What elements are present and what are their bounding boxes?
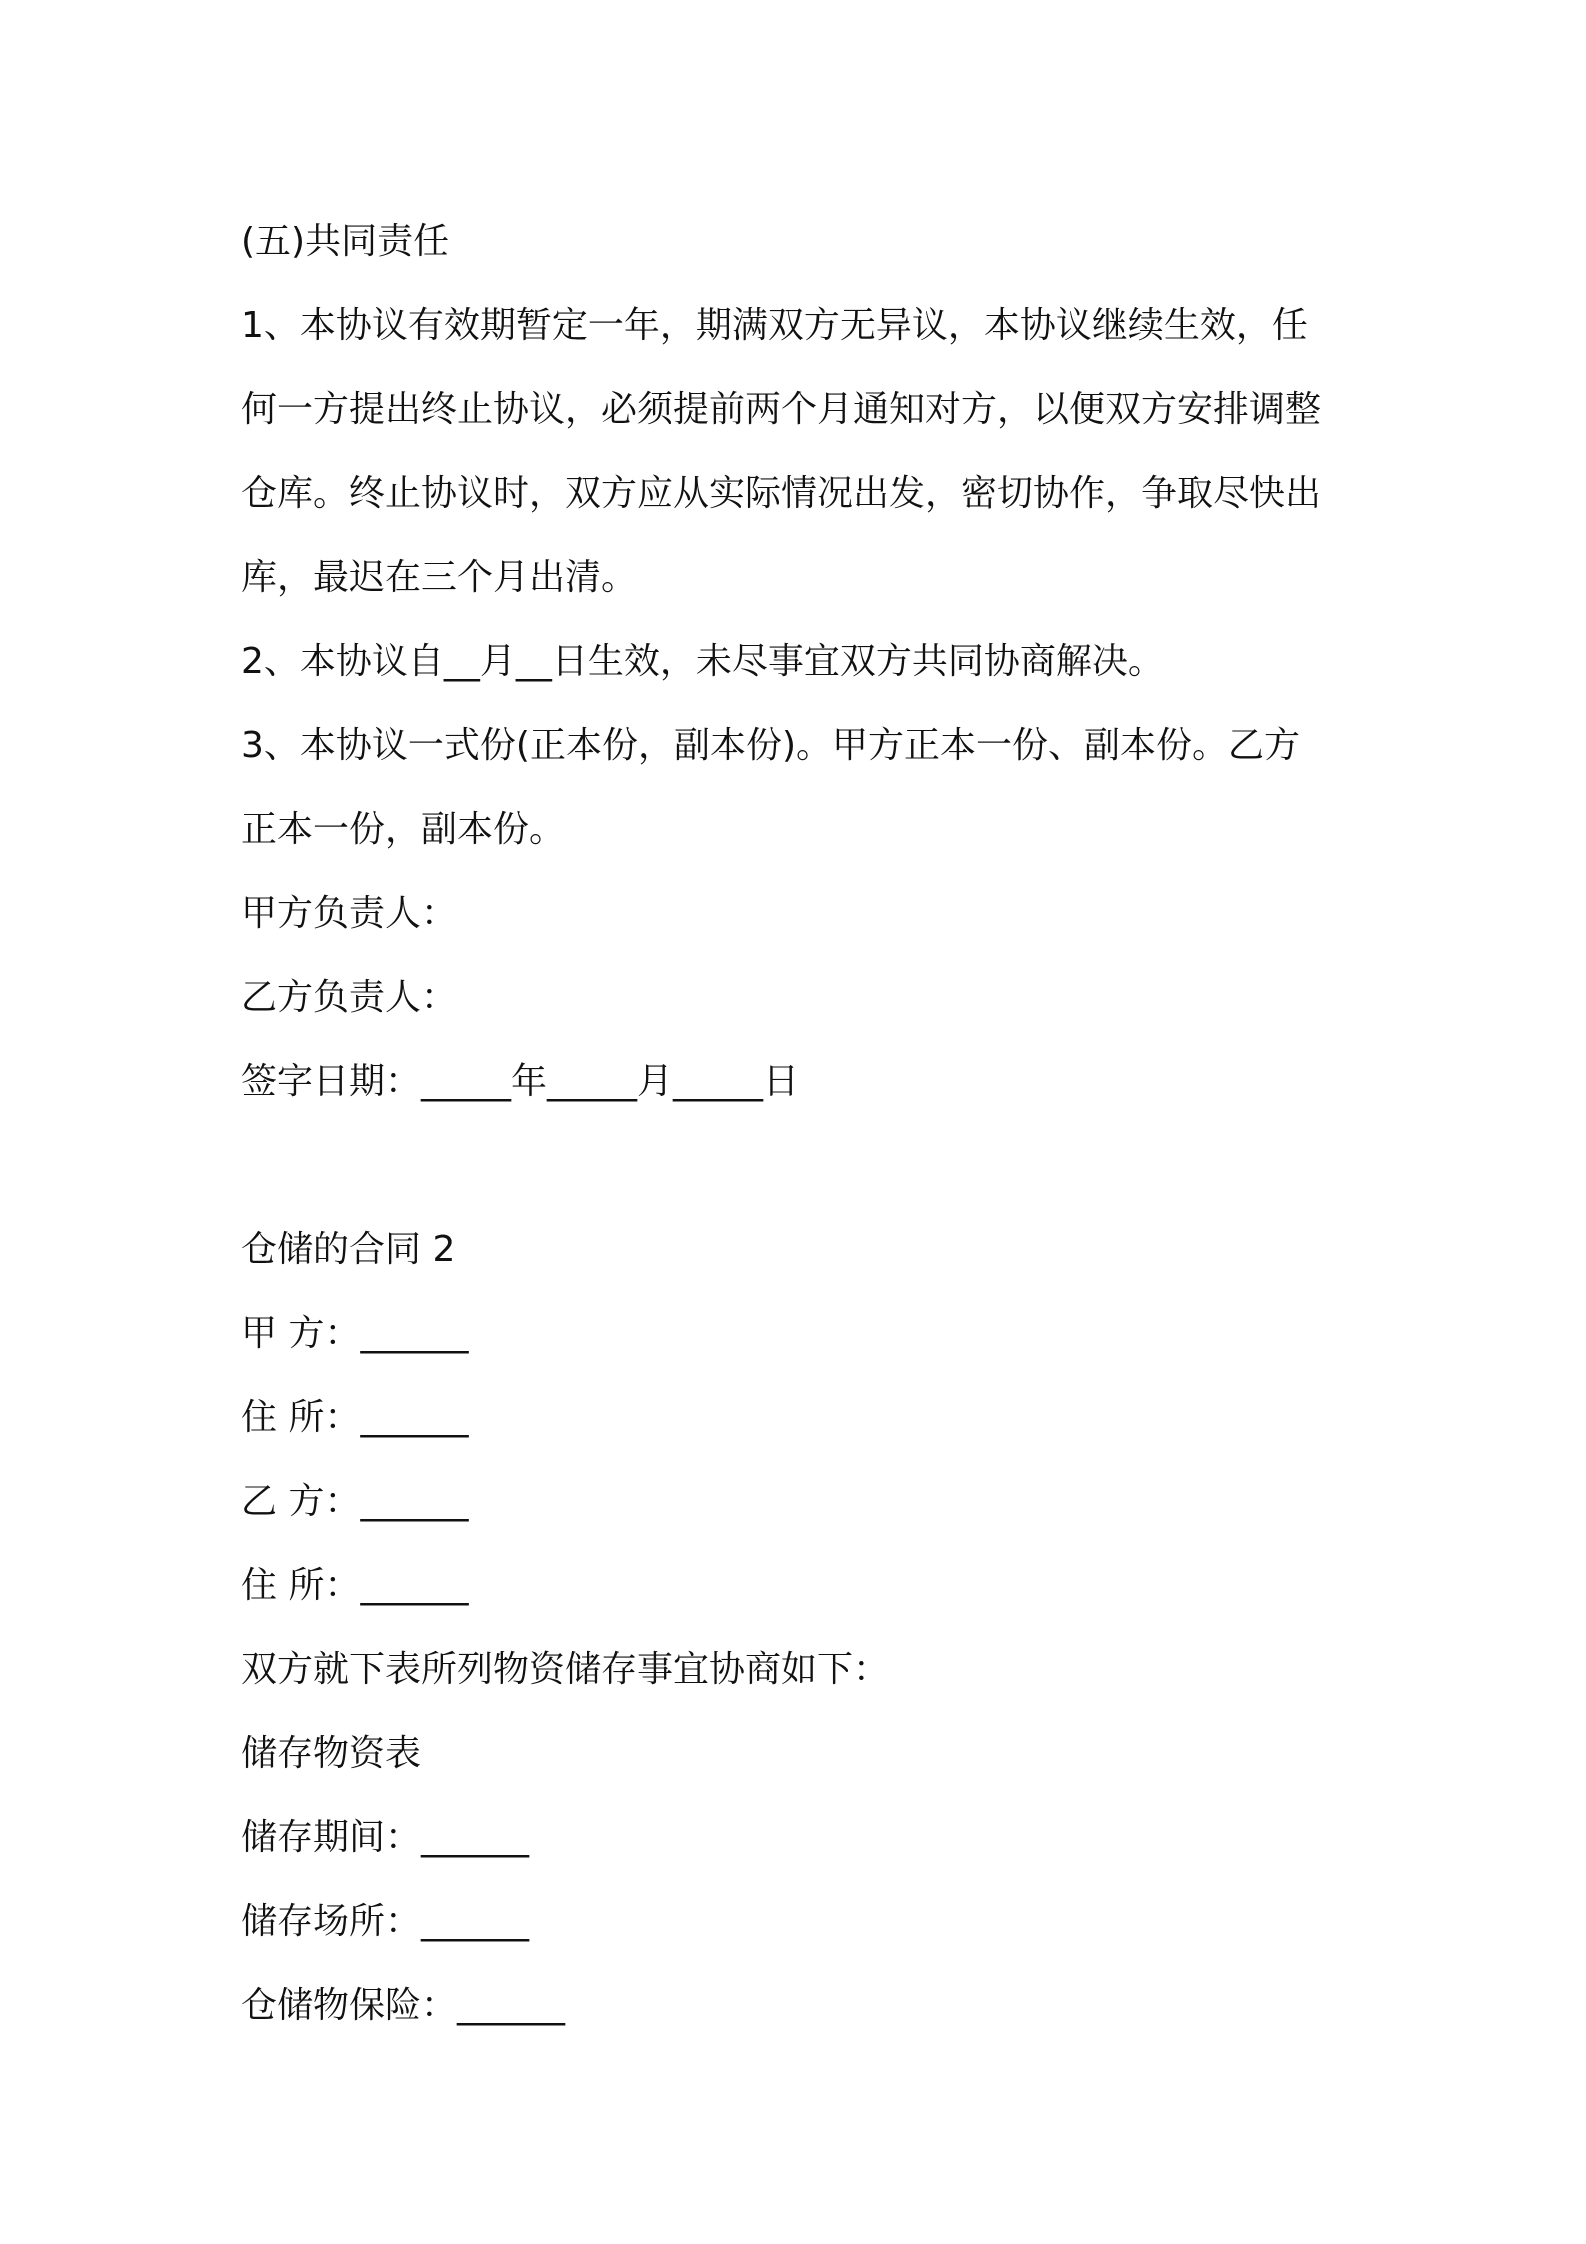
storage-place-field: 储存场所：______ [241,1901,530,1942]
document-body [241,200,1371,2048]
clause-1-line-4: 库，最迟在三个月出清。 [241,557,638,598]
storage-table-title: 储存物资表 [241,1733,422,1774]
contract-2-title: 仓储的合同 2 [241,1229,456,1270]
storage-intro: 双方就下表所列物资储存事宜协商如下： [241,1649,890,1690]
party-b-representative: 乙方负责人： [241,977,458,1018]
clause-2: 2、本协议自__月__日生效，未尽事宜双方共同协商解决。 [241,641,1164,682]
signing-date: 签字日期：_____年_____月_____日 [241,1061,800,1102]
clause-1-line-2: 何一方提出终止协议，必须提前两个月通知对方，以便双方安排调整 [241,389,1322,430]
section-heading-joint-responsibility: (五)共同责任 [241,221,450,262]
clause-3-line-2: 正本一份，副本份。 [241,809,566,850]
party-a-address-field: 住 所：______ [241,1397,469,1438]
party-a-field: 甲 方：______ [241,1313,469,1354]
clause-1-line-1: 1、本协议有效期暂定一年，期满双方无异议，本协议继续生效，任 [241,305,1308,346]
storage-insurance-field: 仓储物保险：______ [241,1985,566,2026]
party-b-field: 乙 方：______ [241,1481,469,1522]
party-b-address-field: 住 所：______ [241,1565,469,1606]
party-a-representative: 甲方负责人： [241,893,458,934]
clause-3-line-1: 3、本协议一式份(正本份，副本份)。甲方正本一份、副本份。乙方 [241,725,1300,766]
storage-period-field: 储存期间：______ [241,1817,530,1858]
clause-1-line-3: 仓库。终止协议时，双方应从实际情况出发，密切协作，争取尽快出 [241,473,1322,514]
section-spacer [241,1124,1371,1208]
